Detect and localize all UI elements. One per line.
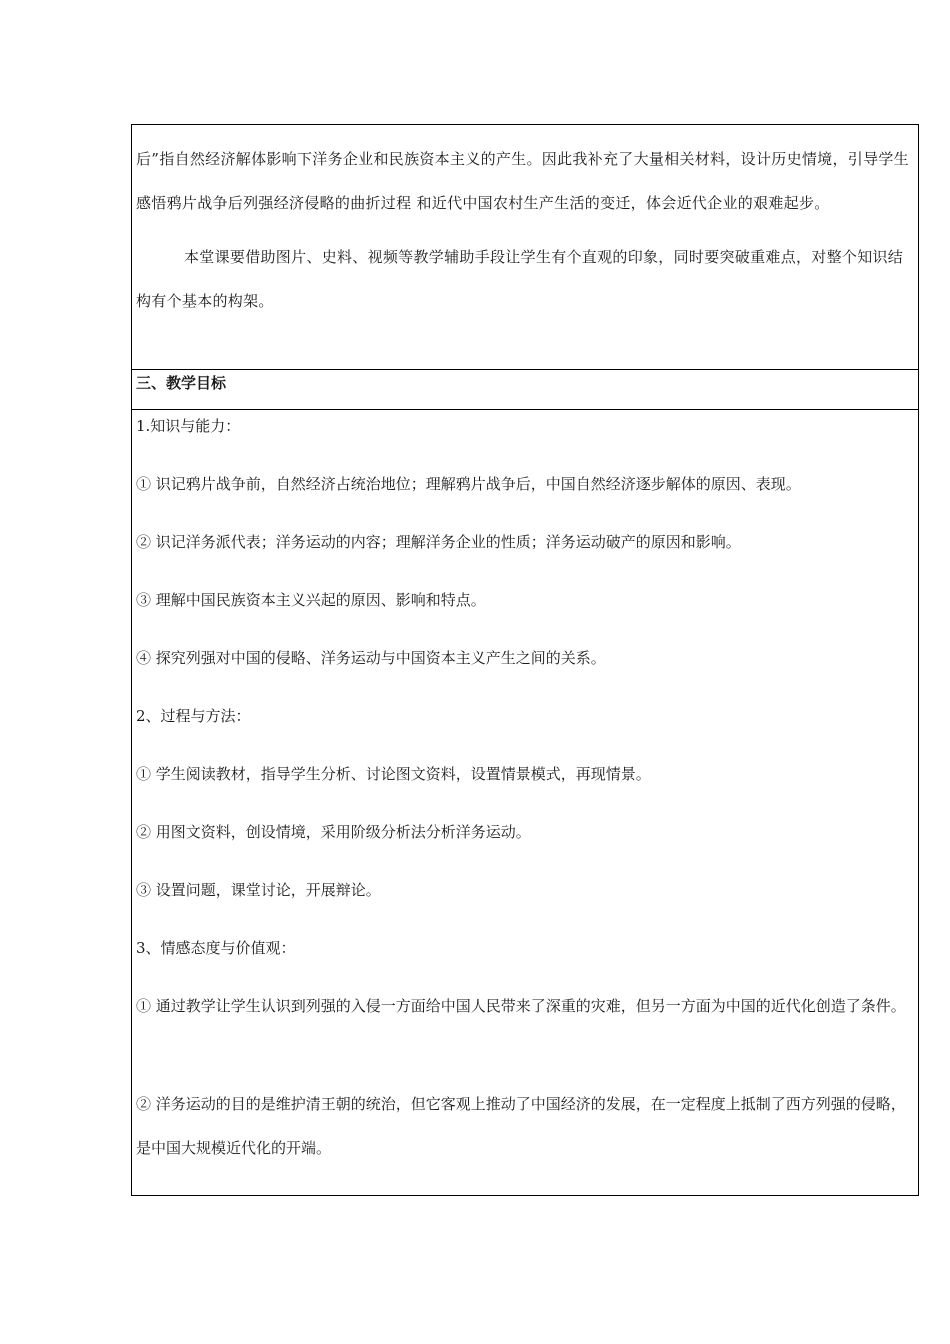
process-item-3: ③ 设置问题，课堂讨论，开展辩论。 <box>136 881 381 899</box>
intro-cell <box>132 125 918 370</box>
intro-paragraph-1: 后”指自然经济解体影响下洋务企业和民族资本主义的产生。因此我补充了大量相关材料，设计历史情境，引导学生感悟鸦片战争后列强经济侵略的曲折过程 和近代中国农村生产生活的变迁，体会近代企业的艰难起步。 <box>136 150 909 212</box>
knowledge-item-2: ② 识记洋务派代表；洋务运动的内容；理解洋务企业的性质；洋务运动破产的原因和影响。 <box>136 533 741 551</box>
emotion-title: 3、情感态度与价值观： <box>136 939 296 957</box>
knowledge-item-1: ① 识记鸦片战争前，自然经济占统治地位；理解鸦片战争后，中国自然经济逐步解体的原因、表现。 <box>136 475 801 493</box>
emotion-item-1: ① 通过教学让学生认识到列强的入侵一方面给中国人民带来了深重的灾难，但另一方面为中国的近代化创造了条件。 <box>136 997 906 1015</box>
process-title: 2、过程与方法： <box>136 707 251 725</box>
section-title: 三、教学目标 <box>136 374 227 392</box>
process-item-1: ① 学生阅读教材，指导学生分析、讨论图文资料，设置情景模式，再现情景。 <box>136 765 651 783</box>
lesson-plan-table <box>131 124 919 1196</box>
process-item-2: ② 用图文资料，创设情境，采用阶级分析法分析洋务运动。 <box>136 823 531 841</box>
section-header-cell <box>132 370 918 410</box>
knowledge-item-4: ④ 探究列强对中国的侵略、洋务运动与中国资本主义产生之间的关系。 <box>136 649 606 667</box>
intro-paragraph-2: 本堂课要借助图片、史料、视频等教学辅助手段让学生有个直观的印象，同时要突破重难点，对整个知识结构有个基本的构架。 <box>136 248 904 310</box>
goals-cell <box>132 410 918 1195</box>
knowledge-item-3: ③ 理解中国民族资本主义兴起的原因、影响和特点。 <box>136 591 486 609</box>
emotion-item-2: ② 洋务运动的目的是维护清王朝的统治，但它客观上推动了中国经济的发展，在一定程度上抵制了西方列强的侵略，是中国大规模近代化的开端。 <box>136 1095 906 1157</box>
knowledge-title: 1.知识与能力： <box>136 417 241 435</box>
